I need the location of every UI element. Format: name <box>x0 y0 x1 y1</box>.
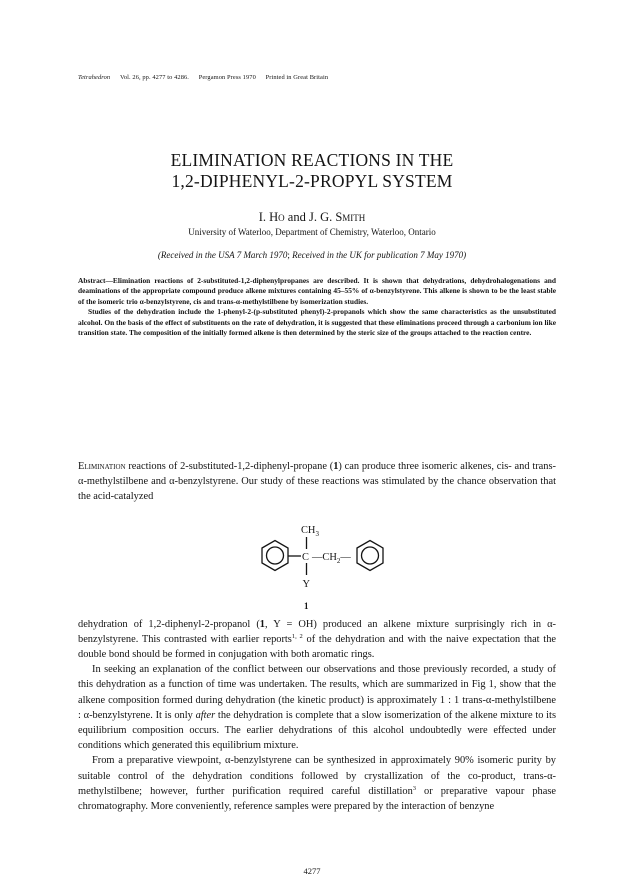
body-text-span: or preparative vapour phase chromatography. More conveniently, reference samples were prepared by the interaction of benzyne <box>78 785 556 813</box>
journal-publisher: Pergamon Press 1970 <box>198 74 256 81</box>
body-paragraph-4 <box>78 753 556 814</box>
body-text-span: of the dehydration and with the naive expectation that the double bond should be formed in conjugation with both aromatic rings. <box>78 633 557 661</box>
ch2-label: $—CH_2—$ <box>312 551 351 565</box>
body-text-span: From a preparative viewpoint, α-benzylstyrene can be synthesized in approximately 90% isomeric purity by suitable control of the dehydration conditions followed by crystallization of the co-product, trans-α-methylstilbene; however, further purification required careful distillation <box>78 755 556 797</box>
body-paragraph-1 <box>78 459 556 505</box>
affiliation: University of Waterloo, Department of Chemistry, Waterloo, Ontario <box>188 227 436 237</box>
title-line-1: ELIMINATION REACTIONS IN THE <box>170 150 454 170</box>
received-uk: Received in the UK for publication 7 May 1970) <box>292 250 467 260</box>
body-text-span: In seeking an explanation of the conflict between our observations and those previously recorded, a study of this dehydration as a function of time was undertaken. The results, which are summarized in Fig 1, show that the alkene composition formed during dehydration (the kinetic product) is approximately 1 : 1 trans-α-methylstilbene : α-benzylstyrene. It is only <box>78 664 556 721</box>
abstract-text-1: —Elimination reactions of 2-substituted-1,2-diphenylpropanes are described. It is shown that dehydrations, dehydrohalogenations and deaminations of the appropriate compound produce alkene mixtures containing 45–55% of α-benzylstyrene. This alkene is shown to be the least stable of the isomeric trio α-benzylstyrene, cis and trans-α-methylstilbene by isomerization studies. <box>78 276 556 306</box>
emphasis: after <box>195 709 216 721</box>
abstract-paragraph-2: Studies of the dehydration include the 1-phenyl-2-(p-substituted phenyl)-2-propanols which show the same characteristics as the unsubstituted alcohol. On the basis of the effect of substituents on the rate of dehydration, it is suggested that these eliminations proceed through a carbonium ion like transition state. The composition of the initially formed alkene is then determined by the steric size of the groups attached to the reaction centre. <box>78 307 556 338</box>
ch3-label: $CH_3$ <box>301 524 319 538</box>
chemical-structure <box>78 505 556 617</box>
title-line-2: 1,2-DIPHENYL-2-PROPYL SYSTEM <box>171 171 453 191</box>
body-text-span: the dehydration is complete that a slow isomerization of the alkene mixture to its equilibrium composition occurs. The earlier dehydrations of this alcohol undoubtedly were effected under conditions which generated this equilibrium mixture. <box>78 709 556 752</box>
author-1-initial: I. H <box>258 210 279 224</box>
author-2-initial: J. G. S <box>308 210 343 224</box>
body-text-span: ) can produce three isomeric alkenes, cis- and trans-α-methylstilbene and α-benzylstyrene. Our study of these reactions was stimulated by the chance observation that the acid-catalyzed <box>78 461 556 503</box>
reference-superscript: 1, 2 <box>291 632 303 640</box>
received-sep: ; <box>287 250 293 260</box>
journal-printed: Printed in Great Britain <box>265 74 329 81</box>
body-paragraph-2 <box>78 617 556 663</box>
author-1-rest: o <box>278 210 285 224</box>
structure-svg <box>228 505 428 617</box>
abstract-paragraph-1 <box>78 276 556 307</box>
author-2-rest: mith <box>342 210 366 224</box>
body-text-span: , Y = OH) produced an alkene mixture surprisingly rich in α-benzylstyrene. This contrasted with earlier reports <box>78 618 556 645</box>
lead-word: Elimination <box>78 461 126 472</box>
compound-number: 1 <box>304 600 309 611</box>
page-number: 4277 <box>303 866 321 876</box>
ring-circle-left <box>267 547 284 564</box>
received-usa: (Received in the USA 7 March 1970 <box>157 250 288 260</box>
carbon-label: C <box>302 551 309 563</box>
body-text <box>78 459 556 814</box>
journal-volume: Vol. 26, pp. 4277 to 4286. <box>119 74 189 81</box>
received-dates <box>0 250 624 260</box>
compound-ref: 1 <box>259 618 265 630</box>
y-label: Y <box>302 578 311 590</box>
body-paragraph-3 <box>78 662 556 753</box>
body-text-span: dehydration of 1,2-diphenyl-2-propanol ( <box>78 618 260 630</box>
abstract <box>78 276 556 338</box>
journal-header <box>78 74 336 81</box>
body-text-span: reactions of 2-substituted-1,2-diphenyl-propane ( <box>125 461 334 472</box>
authors <box>0 210 624 225</box>
journal-name: Tetrahedron <box>78 74 111 81</box>
abstract-label: Abstract <box>78 276 106 285</box>
reference-superscript: 3 <box>412 784 417 792</box>
ring-circle-right <box>362 547 379 564</box>
compound-ref: 1 <box>333 461 339 472</box>
paper-title <box>0 150 624 192</box>
authors-and: and <box>284 210 309 224</box>
